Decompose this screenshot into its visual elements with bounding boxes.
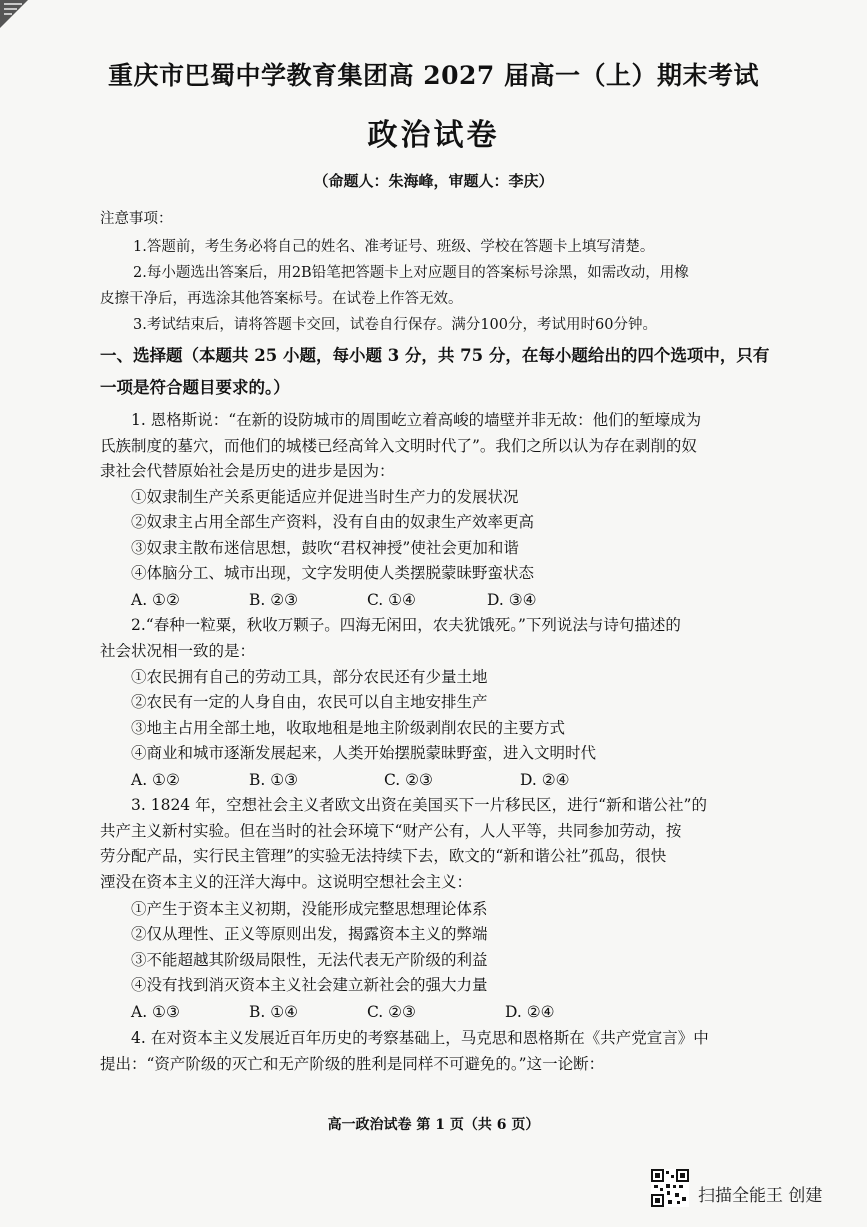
q3-option-a: A. ①③ xyxy=(131,1003,180,1021)
q2-option-c: C. ②③ xyxy=(384,771,433,789)
exam-subject: 政治试卷 xyxy=(367,118,500,153)
q3-options xyxy=(131,1002,555,1022)
q1-statement-2: ②奴隶主占用全部生产资料，没有自由的奴隶生产效率更高 xyxy=(131,513,535,531)
q3-statement-4: ④没有找到消灭资本主义社会建立新社会的强大力量 xyxy=(131,976,488,994)
q2-option-b: B. ①③ xyxy=(249,771,299,789)
q3-statement-3: ③不能超越其阶级局限性，无法代表无产阶级的利益 xyxy=(131,951,488,969)
notice-heading: 注意事项： xyxy=(100,211,173,227)
q1-stem-line2: 氏族制度的墓穴，而他们的城楼已经高耸入文明时代了”。我们之所以认为存在剥削的奴 xyxy=(100,437,697,455)
q3-option-b: B. ①④ xyxy=(249,1003,299,1021)
notice-item-1: 1.答题前，考生务必将自己的姓名、准考证号、班级、学校在答题卡上填写清楚。 xyxy=(133,239,655,255)
q4-stem-line2: 提出：“资产阶级的灭亡和无产阶级的胜利是同样不可避免的。”这一论断： xyxy=(100,1055,605,1073)
q2-statement-1: ①农民拥有自己的劳动工具，部分农民还有少量土地 xyxy=(131,668,488,686)
q2-statement-4: ④商业和城市逐渐发展起来，人类开始摆脱蒙昧野蛮，进入文明时代 xyxy=(131,744,597,762)
q3-stem-line1: 3. 1824 年，空想社会主义者欧文出资在美国买下一片移民区，进行“新和谐公社”的 xyxy=(131,796,707,814)
exam-authors: （命题人：朱海峰，审题人：李庆） xyxy=(313,172,554,190)
notice-item-2a: 2.每小题选出答案后，用2B铅笔把答题卡上对应题目的答案标号涂黑，如需改动，用橡 xyxy=(133,265,689,281)
q3-statement-2: ②仅从理性、正义等原则出发，揭露资本主义的弊端 xyxy=(131,925,488,943)
section-heading-line1: 一、选择题（本题共 25 小题，每小题 3 分，共 75 分，在每小题给出的四个选项中，只有 xyxy=(100,346,770,365)
q1-option-b: B. ②③ xyxy=(249,591,299,609)
section-heading-line2: 一项是符合题目要求的。） xyxy=(100,378,290,397)
q3-stem-line2: 共产主义新村实验。但在当时的社会环境下“财产公有，人人平等，共同参加劳动，按 xyxy=(100,822,682,840)
q1-option-d: D. ③④ xyxy=(487,591,537,609)
q1-option-c: C. ①④ xyxy=(367,591,416,609)
q2-stem-line2: 社会状况相一致的是： xyxy=(100,642,256,660)
q1-statement-4: ④体脑分工、城市出现，文字发明使人类摆脱蒙昧野蛮状态 xyxy=(131,564,535,582)
corner-scan-mark xyxy=(0,0,30,30)
q2-options xyxy=(131,770,570,790)
q3-stem-line4: 湮没在资本主义的汪洋大海中。这说明空想社会主义： xyxy=(100,873,473,891)
q3-option-d: D. ②④ xyxy=(505,1003,555,1021)
page-footer: 高一政治试卷 第 1 页（共 6 页） xyxy=(327,1117,540,1133)
q2-statement-3: ③地主占用全部土地，收取地租是地主阶级剥削农民的主要方式 xyxy=(131,719,566,737)
q1-options xyxy=(131,590,537,610)
q2-option-d: D. ②④ xyxy=(520,771,570,789)
exam-title: 重庆市巴蜀中学教育集团高 2027 届高一（上）期末考试 xyxy=(108,61,759,90)
q2-statement-2: ②农民有一定的人身自由，农民可以自主地安排生产 xyxy=(131,693,488,711)
q1-option-a: A. ①② xyxy=(131,591,180,609)
q1-statement-3: ③奴隶主散布迷信思想，鼓吹“君权神授”使社会更加和谐 xyxy=(131,539,519,557)
q3-statement-1: ①产生于资本主义初期，没能形成完整思想理论体系 xyxy=(131,900,488,918)
q3-option-c: C. ②③ xyxy=(367,1003,416,1021)
q1-stem-line1: 1. 恩格斯说：“在新的设防城市的周围屹立着高峻的墙壁并非无故：他们的堑壕成为 xyxy=(131,411,702,429)
q2-option-a: A. ①② xyxy=(131,771,180,789)
notice-item-2b: 皮擦干净后，再选涂其他答案标号。在试卷上作答无效。 xyxy=(100,291,463,307)
q1-statement-1: ①奴隶制生产关系更能适应并促进当时生产力的发展状况 xyxy=(131,488,519,506)
scanner-watermark: 扫描全能王 创建 xyxy=(698,1186,823,1206)
q3-stem-line3: 劳分配产品，实行民主管理”的实验无法持续下去，欧文的“新和谐公社”孤岛，很快 xyxy=(100,847,667,865)
q1-stem-line3: 隶社会代替原始社会是历史的进步是因为： xyxy=(100,462,395,480)
notice-item-3: 3.考试结束后，请将答题卡交回，试卷自行保存。满分100分，考试用时60分钟。 xyxy=(133,317,657,333)
q2-stem-line1: 2.“春种一粒粟，秋收万颗子。四海无闲田，农夫犹饿死。”下列说法与诗句描述的 xyxy=(131,616,681,634)
qr-code-icon xyxy=(651,1169,689,1207)
q4-stem-line1: 4. 在对资本主义发展近百年历史的考察基础上，马克思和恩格斯在《共产党宣言》中 xyxy=(131,1029,709,1047)
